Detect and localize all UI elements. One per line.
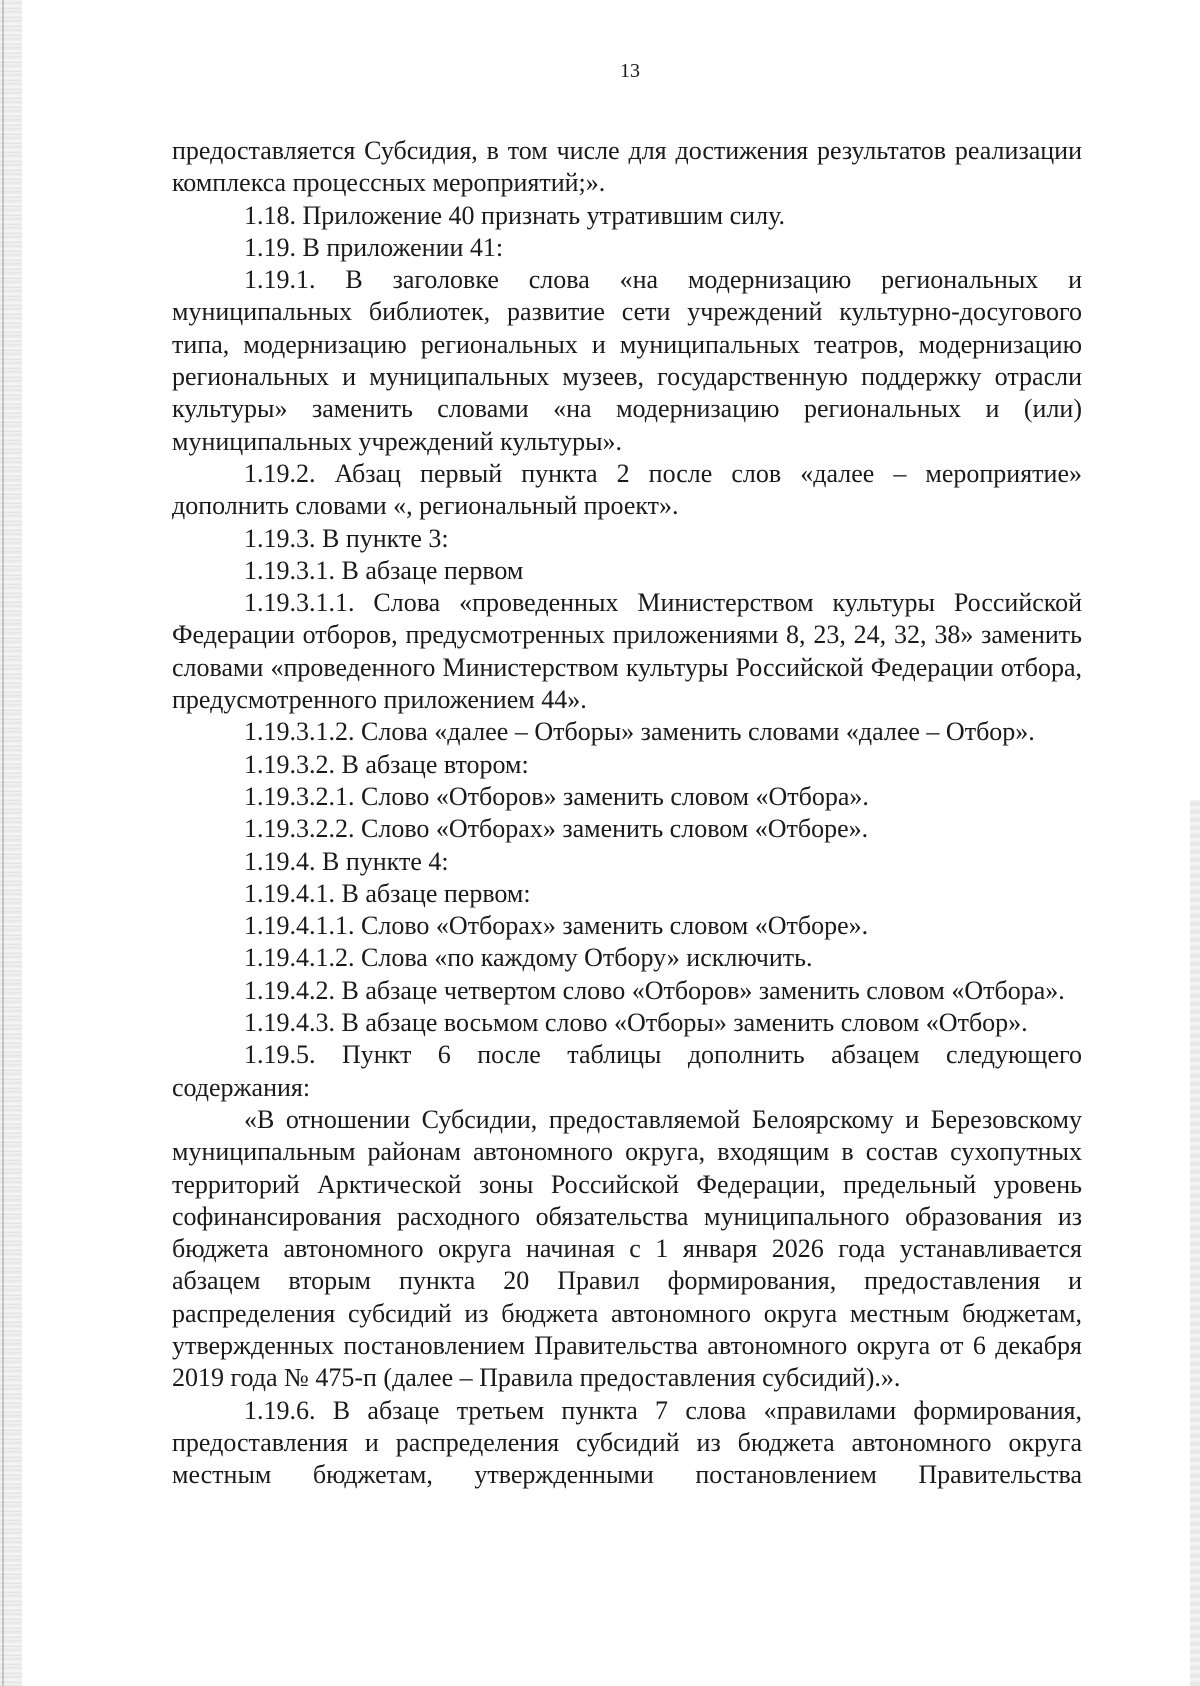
paragraph-1-19-2: 1.19.2. Абзац первый пункта 2 после слов «далее – мероприятие» дополнить словами «, региональный проект». (172, 458, 1082, 521)
paragraph-1-19-3-1-1: 1.19.3.1.1. Слова «проведенных Министерством культуры Российской Федерации отборов, предусмотренных приложениями 8, 23, 24, 32, 38» заменить словами «проведенного Министерством культуры Российской Федерации отбора, предусмотренного приложением 44». (172, 588, 1082, 715)
paragraph-1-19-4: 1.19.4. В пункте 4: (244, 846, 449, 876)
paragraph-1-19-3-2-1: 1.19.3.2.1. Слово «Отборов» заменить словом «Отбора». (244, 781, 869, 811)
paragraph-1-19-3-2-2: 1.19.3.2.2. Слово «Отборах» заменить словом «Отборе». (244, 814, 869, 844)
paragraph-1-19-3-1: 1.19.3.1. В абзаце первом (244, 555, 524, 585)
document-body (172, 135, 1082, 1491)
paragraph-1-19-3-1-2: 1.19.3.1.2. Слова «далее – Отборы» заменить словами «далее – Отбор». (244, 717, 1035, 747)
paragraph-1-19: 1.19. В приложении 41: (244, 232, 504, 262)
page-number: 13 (620, 60, 640, 82)
scan-edge-left (0, 0, 22, 1686)
paragraph-1-19-4-1-2: 1.19.4.1.2. Слова «по каждому Отбору» исключить. (244, 943, 813, 973)
paragraph-1-19-5: 1.19.5. Пункт 6 после таблицы дополнить абзацем следующего содержания: (172, 1040, 1082, 1102)
paragraph-1-18: 1.18. Приложение 40 признать утратившим силу. (244, 200, 785, 230)
scan-edge-right (1190, 800, 1200, 1686)
paragraph-1-19-4-3: 1.19.4.3. В абзаце восьмом слово «Отборы» заменить словом «Отбор». (244, 1008, 1028, 1038)
paragraph-1-19-4-1-1: 1.19.4.1.1. Слово «Отборах» заменить словом «Отборе». (244, 911, 869, 941)
paragraph-1-19-1: 1.19.1. В заголовке слова «на модернизацию региональных и муниципальных библиотек, развитие сети учреждений культурно-досугового типа, модернизацию региональных и муниципальных театров, модернизацию региональных и муниципальных музеев, государственную поддержку отрасли культуры» заменить словами «на модернизацию региональных и (или) муниципальных учреждений культуры». (172, 265, 1082, 456)
paragraph-quoted-insert: «В отношении Субсидии, предоставляемой Белоярскому и Березовскому муниципальным районам автономного округа, входящим в состав сухопутных территорий Арктической зоны Российской Федерации, предельный уровень софинансирования расходного обязательства муниципального образования из бюджета автономного округа начиная с 1 января 2026 года устанавливается абзацем вторым пункта 20 Правил формирования, предоставления и распределения субсидий из бюджета автономного округа местным бюджетам, утвержденных постановлением Правительства автономного округа от 6 декабря 2019 года № 475-п (далее – Правила предоставления субсидий).». (172, 1104, 1082, 1393)
paragraph-continuation: предоставляется Субсидия, в том числе для достижения результатов реализации комплекса процессных мероприятий;». (172, 136, 1082, 198)
paragraph-1-19-3-2: 1.19.3.2. В абзаце втором: (244, 749, 529, 779)
paragraph-1-19-4-1: 1.19.4.1. В абзаце первом: (244, 878, 531, 908)
paragraph-1-19-3: 1.19.3. В пункте 3: (244, 523, 449, 553)
paragraph-1-19-6: 1.19.6. В абзаце третьем пункта 7 слова «правилами формирования, предоставления и распределения субсидий из бюджета автономного округа местным бюджетам, утвержденными постановлением Правительства (172, 1395, 1082, 1490)
paragraph-1-19-4-2: 1.19.4.2. В абзаце четвертом слово «Отборов» заменить словом «Отбора». (244, 975, 1065, 1005)
